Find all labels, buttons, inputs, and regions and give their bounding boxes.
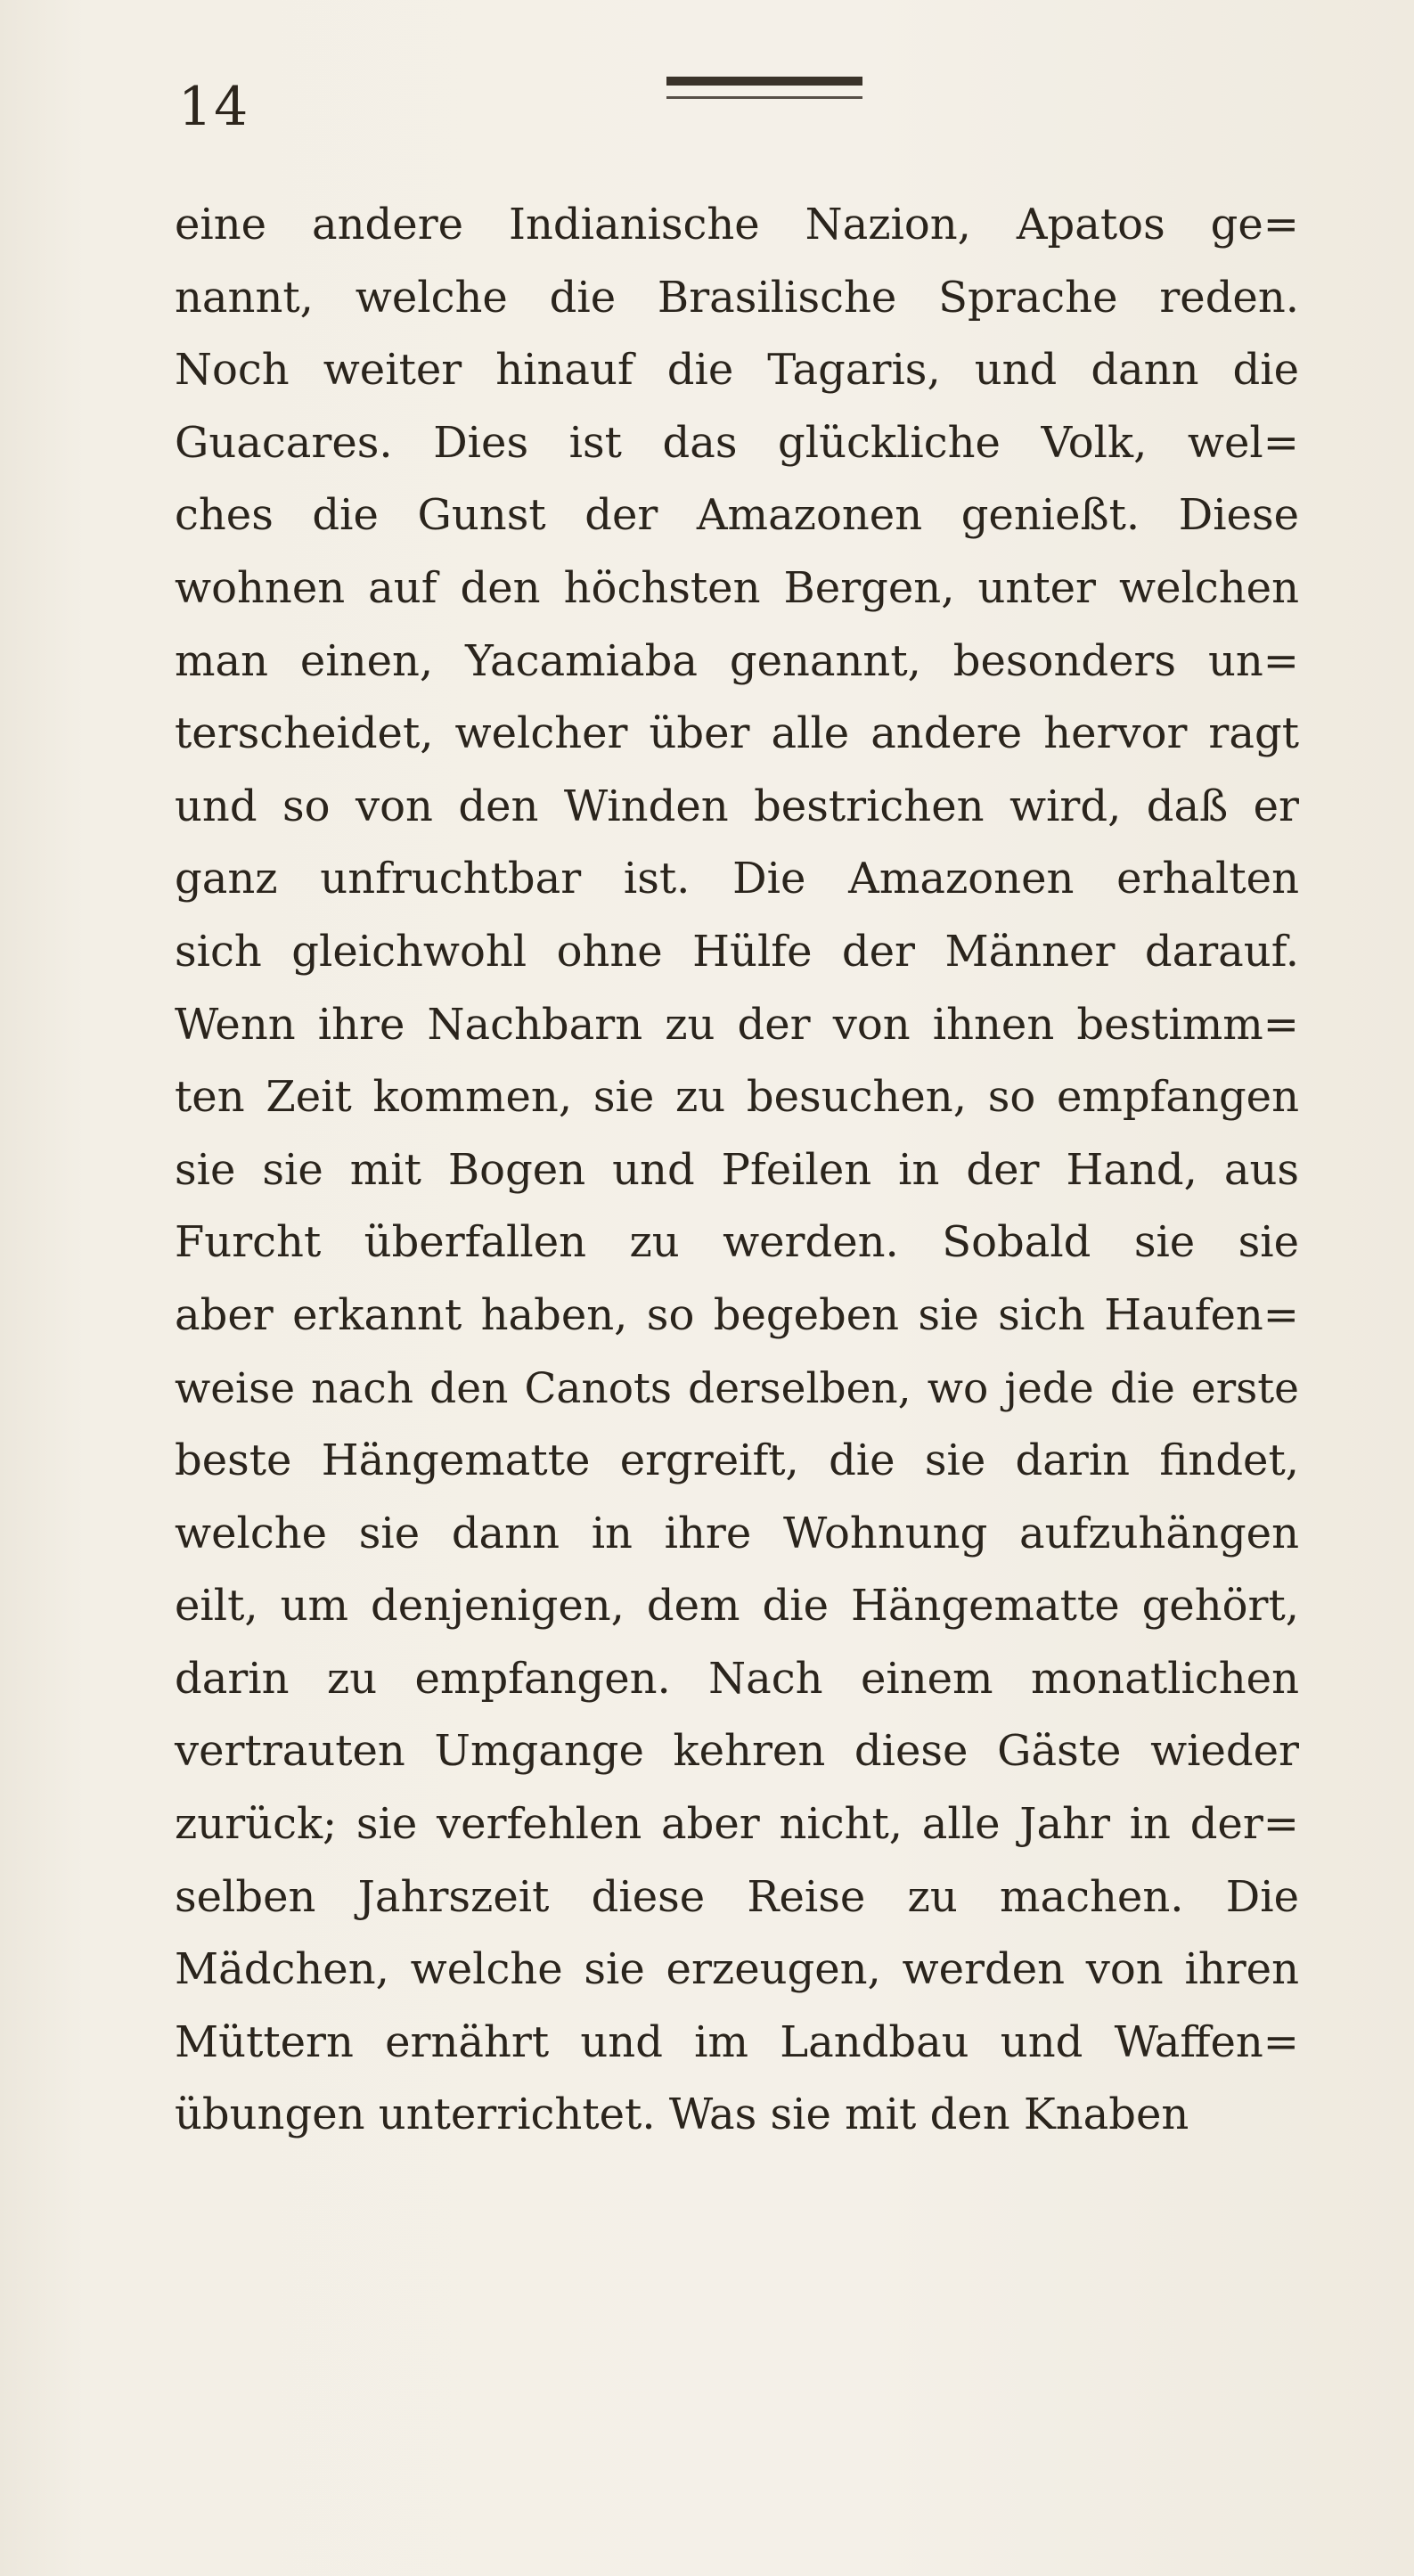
text-line: sie sie mit Bogen und Pfeilen in der Hand, aus: [175, 1144, 1299, 1195]
text-line: sich gleichwohl ohne Hülfe der Männer darauf.: [175, 926, 1299, 977]
text-line: ches die Gunst der Amazonen genießt. Diese: [175, 490, 1299, 541]
text-line: wohnen auf den höchsten Bergen, unter welchen: [175, 562, 1299, 613]
text-line: Furcht überfallen zu werden. Sobald sie sie: [175, 1217, 1299, 1268]
text-line: Guacares. Dies ist das glückliche Volk, wel=: [175, 417, 1299, 468]
text-line: und so von den Winden bestrichen wird, daß er: [175, 781, 1299, 831]
text-line: Wenn ihre Nachbarn zu der von ihnen bestimm=: [175, 999, 1299, 1050]
text-line: ganz unfruchtbar ist. Die Amazonen erhalten: [175, 854, 1299, 904]
text-line: Mädchen, welche sie erzeugen, werden von ihren: [175, 1944, 1299, 1995]
text-line: nannt, welche die Brasilische Sprache reden.: [175, 272, 1299, 323]
text-line: weise nach den Canots derselben, wo jede die erste: [175, 1363, 1299, 1413]
text-line: aber erkannt haben, so begeben sie sich Haufen=: [175, 1289, 1299, 1340]
body-text: [175, 189, 1299, 2152]
text-line: beste Hängematte ergreift, die sie darin findet,: [175, 1435, 1299, 1486]
text-line: ten Zeit kommen, sie zu besuchen, so empfangen: [175, 1072, 1299, 1123]
text-line: eilt, um denjenigen, dem die Hängematte gehört,: [175, 1581, 1299, 1631]
text-line: man einen, Yacamiaba genannt, besonders un=: [175, 635, 1299, 686]
page-number: 14: [178, 76, 250, 138]
text-line: eine andere Indianische Nazion, Apatos ge=: [175, 200, 1299, 249]
text-line: selben Jahrszeit diese Reise zu machen. Die: [175, 1871, 1299, 1922]
text-line: darin zu empfangen. Nach einem monatlichen: [175, 1653, 1299, 1704]
text-line: Noch weiter hinauf die Tagaris, und dann die: [175, 345, 1299, 396]
header-rule-thick: [666, 77, 862, 86]
text-line: vertrauten Umgange kehren diese Gäste wieder: [175, 1726, 1299, 1777]
text-line: zurück; sie verfehlen aber nicht, alle Jahr in der=: [175, 1799, 1299, 1850]
text-line: übungen unterrichtet. Was sie mit den Knaben: [175, 2089, 1189, 2140]
text-line: terscheidet, welcher über alle andere hervor ragt: [175, 708, 1299, 759]
text-line: welche sie dann in ihre Wohnung aufzuhängen: [175, 1508, 1299, 1558]
text-line: Müttern ernährt und im Landbau und Waffen=: [175, 2016, 1299, 2067]
header-rule-thin: [666, 96, 862, 99]
